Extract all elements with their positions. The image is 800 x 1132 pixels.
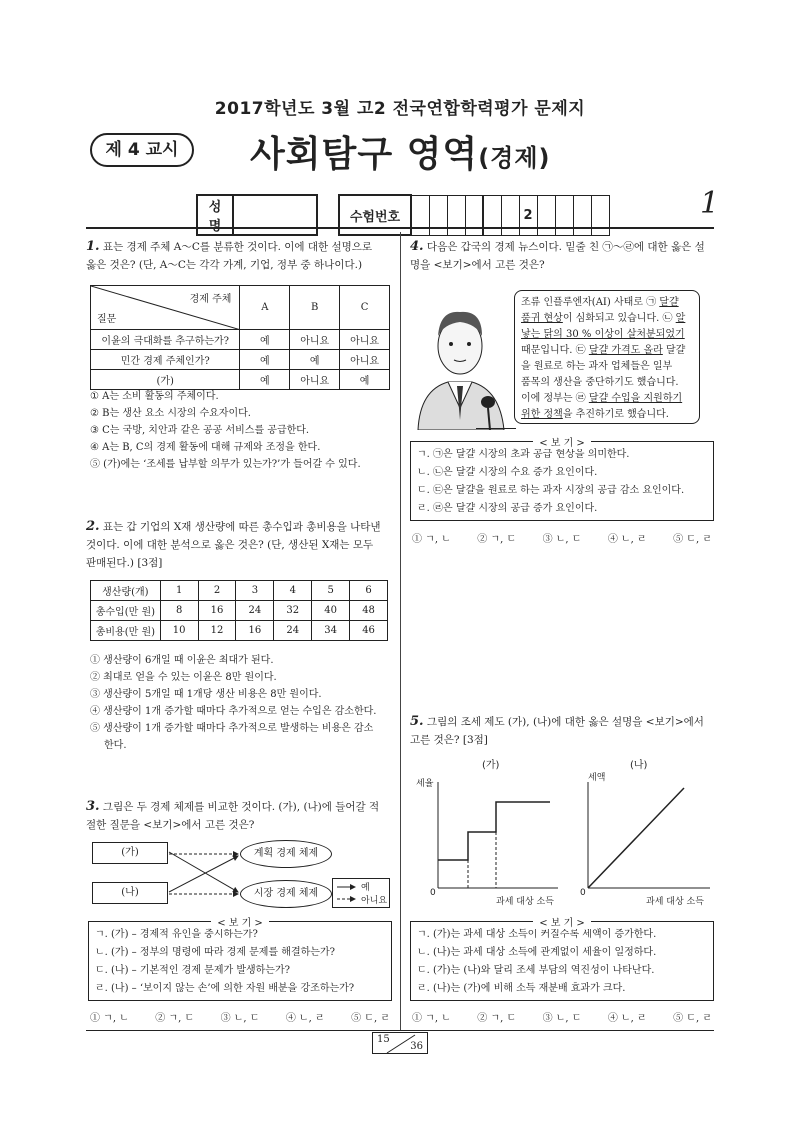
bogi-title: < 보 기 > <box>211 918 269 929</box>
exam-no-cell[interactable] <box>447 195 465 235</box>
news-line: 품목의 생산을 중단하기도 했습니다. <box>521 377 679 388</box>
bogi-item: ㄷ. ㉢은 달걀을 원료로 하는 과자 시장의 공급 감소 요인이다. <box>417 485 685 496</box>
table-header: 생산량(개) <box>91 581 161 601</box>
answer-choice[interactable]: ④ ㄴ, ㄹ <box>607 534 647 545</box>
answer-option[interactable]: ④ 생산량이 1개 증가할 때마다 추가적으로 얻는 수입은 감소한다. <box>90 706 377 717</box>
answer-choice[interactable]: ③ ㄴ, ㄷ <box>542 1013 582 1024</box>
question-number: 2. <box>86 519 100 534</box>
stem-line: 고른 것은? [3점] <box>410 734 488 746</box>
table-header: C <box>340 286 390 330</box>
stem-line: 판매된다.) [3점] <box>86 557 163 569</box>
bogi-item: ㄴ. ㉡은 달걀 시장의 수요 증가 요인이다. <box>417 467 598 478</box>
stem-line: 그림의 조세 제도 (가), (나)에 대한 옳은 설명을 <보기>에서 <box>426 716 704 728</box>
table-header: B <box>290 286 340 330</box>
table-cell: 40 <box>312 601 350 621</box>
table-header: 총수입(만 원) <box>91 601 161 621</box>
table-cell: 아니요 <box>340 350 390 370</box>
exam-no-cell[interactable] <box>555 195 573 235</box>
name-field[interactable] <box>233 195 317 235</box>
stem-line: 것이다. 이에 대한 분석으로 옳은 것은? (단, 생산된 X재는 모두 <box>86 539 374 551</box>
table-header: A <box>240 286 290 330</box>
stem-line: 그림은 두 경제 체제를 비교한 것이다. (가), (나)에 들어갈 적 <box>102 801 380 813</box>
answer-choice[interactable]: ② ㄱ, ㄷ <box>477 1013 517 1024</box>
box-ga: (가) <box>92 842 168 864</box>
x-axis-label: 과세 대상 소득 <box>646 897 704 907</box>
footer-rule <box>86 1030 714 1031</box>
market-economy-ellipse: 시장 경제 체제 <box>240 880 332 908</box>
answer-option[interactable]: ③ C는 국방, 치안과 같은 공공 서비스를 공급한다. <box>90 425 310 436</box>
answer-option[interactable]: ⑤ (가)에는 ‘조세를 납부할 의무가 있는가?’가 들어갈 수 있다. <box>90 459 361 470</box>
question-1-table <box>90 285 392 390</box>
header-rule <box>86 227 714 229</box>
answer-choice[interactable]: ④ ㄴ, ㄹ <box>607 1013 647 1024</box>
question-number: 1. <box>86 239 100 254</box>
bogi-item: ㄹ. (나)는 (가)에 비해 소득 재분배 효과가 크다. <box>417 983 626 994</box>
answer-choice[interactable]: ③ ㄴ, ㄷ <box>220 1013 260 1024</box>
answer-choice[interactable]: ① ㄱ, ㄴ <box>90 1013 129 1024</box>
answer-option[interactable]: ③ 생산량이 5개일 때 1개당 생산 비용은 8만 원이다. <box>90 689 322 700</box>
answer-choice[interactable]: ③ ㄴ, ㄷ <box>542 534 582 545</box>
answer-choice[interactable]: ① ㄱ, ㄴ <box>412 534 451 545</box>
stem-line: 절한 질문을 <보기>에서 고른 것은? <box>86 819 255 831</box>
answer-option[interactable]: ② B는 생산 요소 시장의 수요자이다. <box>90 408 251 419</box>
table-cell: 48 <box>350 601 388 621</box>
table-cell: 아니요 <box>290 370 340 390</box>
footer-page-box <box>372 1032 428 1054</box>
diagram-legend <box>332 878 390 908</box>
table-cell: 예 <box>290 350 340 370</box>
exam-no-cell[interactable] <box>465 195 483 235</box>
table-cell: 예 <box>240 330 290 350</box>
table-cell: 24 <box>274 621 312 641</box>
news-anchor-illustration <box>410 290 510 430</box>
answer-choice[interactable]: ⑤ ㄷ, ㄹ <box>673 534 712 545</box>
news-line: 이에 정부는 ㉣ 달걀 수입을 지원하기 <box>521 393 683 404</box>
bogi-item: ㄱ. (가) – 경제적 유인을 중시하는가? <box>95 929 258 940</box>
table-cell: 5 <box>312 581 350 601</box>
table-cell: 6 <box>350 581 388 601</box>
bogi-item: ㄷ. (나) – 기본적인 경제 문제가 발생하는가? <box>95 965 290 976</box>
exam-no-cell[interactable] <box>501 195 519 235</box>
table-cell: 12 <box>198 621 236 641</box>
table-cell: (가) <box>91 370 240 390</box>
table-cell: 32 <box>274 601 312 621</box>
table-cell: 3 <box>236 581 274 601</box>
y-axis-label: 세액 <box>588 773 606 783</box>
question-2-stem <box>86 518 396 572</box>
question-4-stem <box>410 238 716 274</box>
table-cell: 아니요 <box>340 330 390 350</box>
footer-total-pages: 36 <box>410 1041 423 1052</box>
question-number: 5. <box>410 714 424 729</box>
answer-option-cont: 한다. <box>104 740 127 751</box>
table-cell: 예 <box>340 370 390 390</box>
box-na: (나) <box>92 882 168 904</box>
q5-choices <box>412 1010 712 1027</box>
corner-label-top: 경제 주체 <box>189 294 232 305</box>
table-cell: 2 <box>198 581 236 601</box>
question-1-options <box>90 388 396 473</box>
subject-title <box>250 126 551 177</box>
planned-economy-ellipse: 계획 경제 체제 <box>240 840 332 868</box>
table-cell: 1 <box>160 581 198 601</box>
answer-option[interactable]: ② 최대로 얻을 수 있는 이윤은 8만 원이다. <box>90 672 277 683</box>
bogi-item: ㄷ. (가)는 (나)와 달리 조세 부담의 역진성이 나타난다. <box>417 965 655 976</box>
question-number: 4. <box>410 239 424 254</box>
bogi-item: ㄴ. (나)는 과세 대상 소득에 관계없이 세율이 일정하다. <box>417 947 657 958</box>
table-cell: 아니요 <box>290 330 340 350</box>
exam-no-label: 수험번호 <box>339 195 411 235</box>
exam-no-cell[interactable] <box>573 195 591 235</box>
q3-bogi-box <box>88 918 392 1001</box>
table-corner-cell <box>91 286 240 330</box>
bogi-item: ㄱ. (가)는 과세 대상 소득이 커질수록 세액이 증가한다. <box>417 929 657 940</box>
chart-ga <box>412 756 562 908</box>
exam-no-cell[interactable] <box>429 195 447 235</box>
bogi-title: < 보 기 > <box>533 918 591 929</box>
chart-title: (가) <box>482 760 500 771</box>
legend-no: 아니요 <box>361 896 388 906</box>
news-speech-bubble <box>514 290 700 424</box>
table-cell: 이윤의 극대화를 추구하는가? <box>91 330 240 350</box>
bogi-item: ㄴ. (가) – 정부의 명령에 따라 경제 문제를 해결하는가? <box>95 947 335 958</box>
stem-line: 표는 갑 기업의 X재 생산량에 따른 총수입과 총비용을 나타낸 <box>102 521 381 533</box>
answer-option[interactable]: ⑤ 생산량이 1개 증가할 때마다 추가적으로 발생하는 비용은 감소 <box>90 723 374 734</box>
news-line: 품귀 현상이 심화되고 있습니다. ㉡ 알 <box>521 313 686 324</box>
table-cell: 16 <box>198 601 236 621</box>
corner-label-bottom: 질문 <box>97 314 117 325</box>
stem-line: 표는 경제 주체 A～C를 분류한 것이다. 이에 대한 설명으로 <box>102 241 373 253</box>
economic-system-diagram <box>92 838 392 910</box>
question-number: 3. <box>86 799 100 814</box>
question-5-stem <box>410 713 716 749</box>
news-line: 때문입니다. ㉢ 달걀 가격도 올라 달걀 <box>521 345 686 356</box>
answer-option[interactable]: ① 생산량이 6개일 때 이윤은 최대가 된다. <box>90 655 274 666</box>
chart-title: (나) <box>630 760 648 771</box>
origin-label: 0 <box>430 888 436 898</box>
answer-choice[interactable]: ④ ㄴ, ㄹ <box>285 1013 325 1024</box>
chart-na <box>566 756 714 908</box>
question-1-stem <box>86 238 396 274</box>
table-cell: 16 <box>236 621 274 641</box>
q5-bogi-box <box>410 918 714 1001</box>
answer-option[interactable]: ④ A는 B, C의 경제 활동에 대해 규제와 조정을 한다. <box>90 442 321 453</box>
question-3-stem <box>86 798 396 834</box>
y-axis-label: 세율 <box>416 779 434 789</box>
table-cell: 46 <box>350 621 388 641</box>
bogi-item: ㄱ. ㉠은 달걀 시장의 초과 공급 현상을 의미한다. <box>417 449 630 460</box>
subject-sub: (경제) <box>478 144 551 172</box>
period-badge: 제 4 교시 <box>90 133 194 167</box>
origin-label: 0 <box>580 888 586 898</box>
exam-title: 2017학년도 3월 고2 전국연합학력평가 문제지 <box>214 99 586 119</box>
answer-choice[interactable]: ⑤ ㄷ, ㄹ <box>351 1013 390 1024</box>
table-cell: 24 <box>236 601 274 621</box>
news-line: 을 원료로 하는 과자 업체들은 일부 <box>521 361 673 372</box>
news-line: 낳는 닭의 30 % 이상이 살처분되었기 <box>521 329 685 340</box>
table-cell: 34 <box>312 621 350 641</box>
question-2-table <box>90 580 388 641</box>
table-cell: 10 <box>160 621 198 641</box>
news-line: 위한 정책을 추진하기로 했습니다. <box>521 409 669 420</box>
tax-rate-step-line <box>438 802 550 860</box>
stem-line: 다음은 갑국의 경제 뉴스이다. 밑줄 친 ㉠～㉣에 대한 옳은 설 <box>426 241 705 253</box>
stem-line: 옳은 것은? (단, A～C는 각각 가계, 기업, 정부 중 하나이다.) <box>86 259 363 271</box>
footer-page-number: 15 <box>377 1034 390 1045</box>
q4-choices <box>412 531 712 548</box>
name-label: 성명 <box>197 195 233 235</box>
q3-choices <box>90 1010 390 1027</box>
question-2-options <box>90 652 396 754</box>
table-cell: 4 <box>274 581 312 601</box>
exam-no-cell[interactable] <box>537 195 555 235</box>
answer-choice[interactable]: ② ㄱ, ㄷ <box>155 1013 195 1024</box>
legend-yes: 예 <box>361 883 370 893</box>
news-line: 조류 인플루엔자(AI) 사태로 ㉠ 달걀 <box>521 297 679 308</box>
bogi-item: ㄹ. (나) – ‘보이지 않는 손’에 의한 자원 배분을 강조하는가? <box>95 983 355 994</box>
answer-choice[interactable]: ⑤ ㄷ, ㄹ <box>673 1013 712 1024</box>
exam-no-cell[interactable] <box>483 195 501 235</box>
bogi-title: < 보 기 > <box>533 438 591 449</box>
answer-choice[interactable]: ② ㄱ, ㄷ <box>477 534 517 545</box>
column-divider <box>400 232 401 1030</box>
table-cell: 민간 경제 주체인가? <box>91 350 240 370</box>
stem-line: 명을 <보기>에서 고른 것은? <box>410 259 545 271</box>
desk-edge <box>476 428 516 429</box>
x-axis-label: 과세 대상 소득 <box>496 897 554 907</box>
exam-no-cell[interactable] <box>411 195 429 235</box>
bogi-item: ㄹ. ㉣은 달걀 시장의 공급 증가 요인이다. <box>417 503 598 514</box>
answer-option[interactable]: ① A는 소비 활동의 주체이다. <box>90 391 219 402</box>
exam-no-digit: 2 <box>519 195 537 235</box>
subject-main: 사회탐구 영역 <box>250 134 479 175</box>
student-info-row <box>196 194 610 234</box>
exam-no-cell[interactable] <box>591 195 609 235</box>
table-cell: 예 <box>240 350 290 370</box>
table-cell: 8 <box>160 601 198 621</box>
table-cell: 예 <box>240 370 290 390</box>
table-header: 총비용(만 원) <box>91 621 161 641</box>
answer-choice[interactable]: ① ㄱ, ㄴ <box>412 1013 451 1024</box>
tax-amount-line <box>588 788 684 888</box>
page-number: 1 <box>700 186 720 221</box>
q4-bogi-box <box>410 438 714 521</box>
